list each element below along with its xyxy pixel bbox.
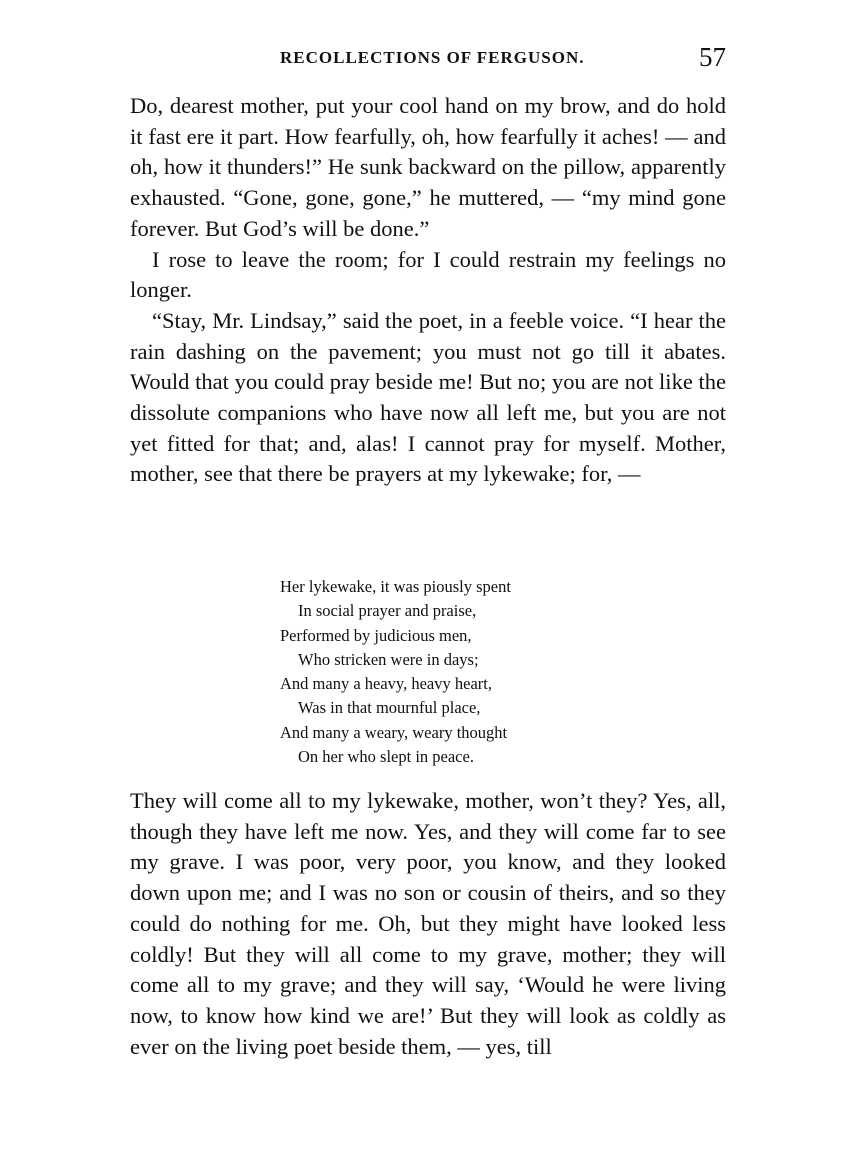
poem-line: In social prayer and praise, xyxy=(298,601,477,621)
prose-block-bottom xyxy=(130,786,726,1062)
poem-line: Was in that mournful place, xyxy=(298,698,481,718)
paragraph-stay-mr-lindsay: “Stay, Mr. Lindsay,” said the poet, in a feeble voice. “I hear the rain dashing on the pavement; you must not go till it abates. Would that you could pray beside me! But no; you are not like the dissolute companions who have now all left me, but you are not yet fitted for that; and, alas! I cannot pray for myself. Mother, mother, see that there be prayers at my lykewake; for, — xyxy=(130,307,726,487)
paragraph-lykewake: They will come all to my lykewake, mother, won’t they? Yes, all, though they have left me now. Yes, and they will come far to see my grave. I was poor, very poor, you know, and they looked down upon me; and I was no son or cousin of theirs, and so they could do nothing for me. Oh, but they might have looked less coldly! But they will all come to my grave, mother; they will come all to my grave; and they will say, ‘Would he were living now, to know how kind we are!’ But they will look as coldly as ever on the living poet beside them, — yes, till xyxy=(130,788,726,1059)
poem-line: Her lykewake, it was piously spent xyxy=(280,577,511,596)
paragraph-continued: Do, dearest mother, put your cool hand on my brow, and do hold it fast ere it part. How fearfully, oh, how fearfully it aches! — and oh, how it thunders!” He sunk backward on the pillow, apparently exhausted. “Gone, gone, gone,” he muttered, — “my mind gone forever. But God’s will be done.” xyxy=(130,93,726,241)
poem-line: Performed by judicious men, xyxy=(280,625,472,645)
paragraph-rose-to-leave: I rose to leave the room; for I could restrain my feelings no longer. xyxy=(130,246,726,303)
poem-line: Who stricken were in days; xyxy=(298,649,479,669)
page-number: 57 xyxy=(699,42,726,72)
poem-line: And many a weary, weary thought xyxy=(280,722,508,742)
running-title: RECOLLECTIONS OF FERGUSON. xyxy=(280,48,585,67)
running-head xyxy=(130,44,730,74)
poem-line: And many a heavy, heavy heart, xyxy=(280,674,492,694)
poem-quotation xyxy=(280,575,640,769)
prose-block-top xyxy=(130,91,726,490)
poem-line: On her who slept in peace. xyxy=(298,747,474,767)
